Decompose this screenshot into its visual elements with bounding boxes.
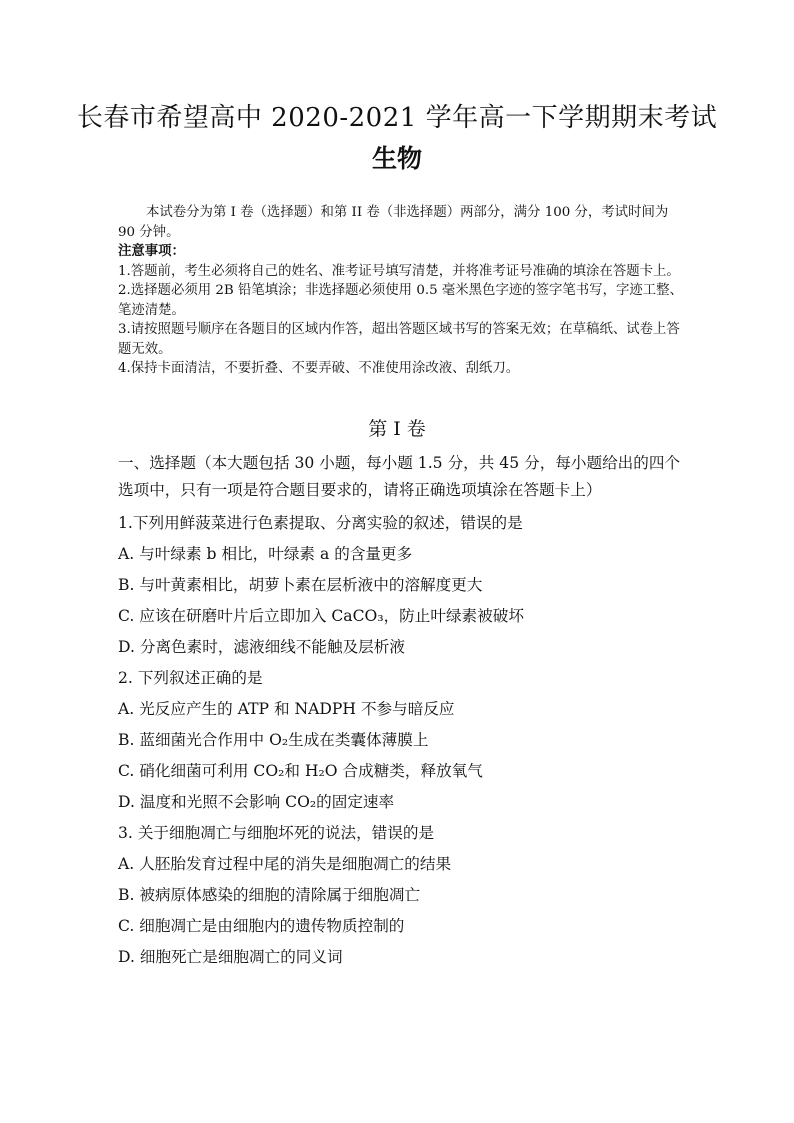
question-option: D. 温度和光照不会影响 CO₂的固定速率 [118,793,395,811]
notice-heading: 注意事项： [118,243,185,259]
part-heading: 一、选择题（本大题包括 30 小题，每小题 1.5 分，共 45 分，每小题给出的四个选项中，只有一项是符合题目要求的，请将正确选项填涂在答题卡上） [118,454,681,499]
notice-item: 1.答题前，考生必须将自己的姓名、准考证号填写清楚，并将准考证号准确的填涂在答题卡上。 [118,263,680,279]
question-option: D. 分离色素时，滤液细线不能触及层析液 [118,638,405,656]
question-option: A. 与叶绿素 b 相比，叶绿素 a 的含量更多 [118,545,413,563]
question-option: C. 硝化细菌可利用 CO₂和 H₂O 合成糖类，释放氧气 [118,762,483,780]
question-option: C. 细胞凋亡是由细胞内的遗传物质控制的 [118,917,405,935]
question-list [118,450,683,973]
question-stem: 3. 关于细胞凋亡与细胞坏死的说法，错误的是 [118,824,435,842]
exam-title: 长春市希望高中 2020-2021 学年高一下学期期末考试 [76,103,718,133]
question-option: A. 人胚胎发育过程中尾的消失是细胞凋亡的结果 [118,855,452,873]
question-option: A. 光反应产生的 ATP 和 NADPH 不参与暗反应 [118,700,455,718]
exam-instructions [118,203,683,379]
question-stem: 2. 下列叙述正确的是 [118,669,263,687]
question-option: D. 细胞死亡是细胞凋亡的同义词 [118,948,343,966]
notice-item: 2.选择题必须用 2B 铅笔填涂；非选择题必须使用 0.5 毫米黑色字迹的签字笔书写，字迹工整、笔迹清楚。 [118,283,683,318]
notice-item: 3.请按照题号顺序在各题目的区域内作答，超出答题区域书写的答案无效；在草稿纸、试卷上答题无效。 [118,322,680,357]
question-option: B. 被病原体感染的细胞的清除属于细胞凋亡 [118,886,421,904]
instructions-intro: 本试卷分为第 I 卷（选择题）和第 II 卷（非选择题）两部分，满分 100 分，考试时间为 90 分钟。 [118,205,669,240]
question-stem: 1.下列用鲜菠菜进行色素提取、分离实验的叙述，错误的是 [118,514,523,532]
question-option: B. 蓝细菌光合作用中 O₂生成在类囊体薄膜上 [118,731,429,749]
question-option: C. 应该在研磨叶片后立即加入 CaCO₃，防止叶绿素被破坏 [118,607,524,625]
notice-item: 4.保持卡面清洁，不要折叠、不要弄破、不准使用涂改液、刮纸刀。 [118,361,520,376]
section-title: 第 I 卷 [368,418,426,440]
question-option: B. 与叶黄素相比，胡萝卜素在层析液中的溶解度更大 [118,576,483,594]
subject-title: 生物 [371,144,422,173]
